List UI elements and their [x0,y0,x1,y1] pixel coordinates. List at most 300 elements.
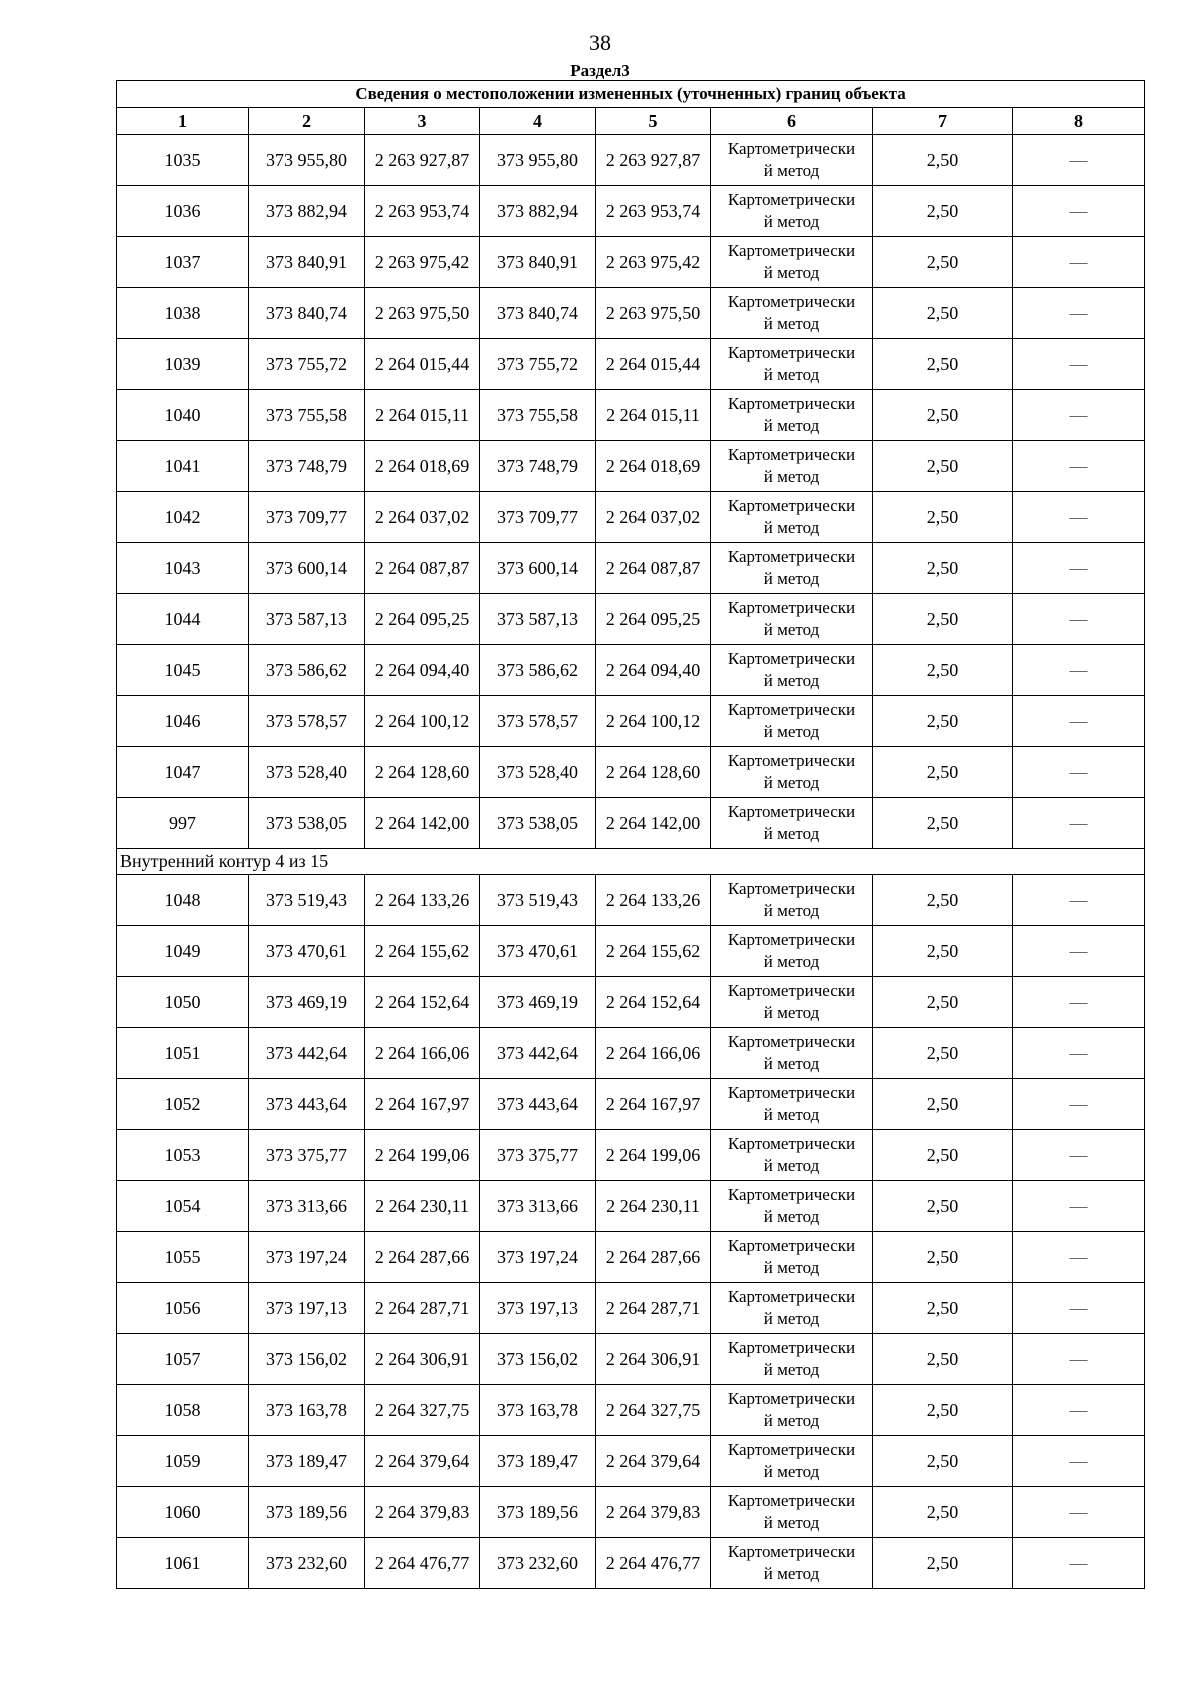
method-label-line2: й метод [763,569,820,588]
accuracy-cell: 2,50 [873,1028,1013,1079]
accuracy-cell: 2,50 [873,1181,1013,1232]
x-refined-cell: 373 313,66 [480,1181,596,1232]
method-label-line1: Картометрически [727,981,856,1000]
method-cell [711,1232,873,1283]
point-number-cell: 1047 [117,747,249,798]
x-existing-cell: 373 840,74 [249,288,365,339]
x-refined-cell: 373 528,40 [480,747,596,798]
method-cell [711,1079,873,1130]
y-refined-cell: 2 263 953,74 [596,186,711,237]
y-existing-cell: 2 264 015,44 [365,339,480,390]
method-label-line1: Картометрически [727,1440,856,1459]
point-number-cell: 1052 [117,1079,249,1130]
point-number-cell: 1054 [117,1181,249,1232]
column-number: 4 [480,108,596,135]
description-cell: — [1013,543,1145,594]
method-label-line1: Картометрически [727,1338,856,1357]
y-refined-cell: 2 263 927,87 [596,135,711,186]
x-existing-cell: 373 755,72 [249,339,365,390]
table-row [117,696,1145,747]
accuracy-cell: 2,50 [873,390,1013,441]
point-number-cell: 1049 [117,926,249,977]
method-label-line1: Картометрически [727,547,856,566]
x-existing-cell: 373 528,40 [249,747,365,798]
method-label-line2: й метод [763,1258,820,1277]
table-row [117,237,1145,288]
y-existing-cell: 2 264 015,11 [365,390,480,441]
method-label-line1: Картометрически [727,1185,856,1204]
x-refined-cell: 373 538,05 [480,798,596,849]
method-label-line1: Картометрически [727,1134,856,1153]
method-label-line2: й метод [763,365,820,384]
accuracy-cell: 2,50 [873,875,1013,926]
column-number: 6 [711,108,873,135]
y-existing-cell: 2 264 100,12 [365,696,480,747]
x-refined-cell: 373 442,64 [480,1028,596,1079]
x-existing-cell: 373 189,56 [249,1487,365,1538]
table-row [117,1232,1145,1283]
y-refined-cell: 2 264 199,06 [596,1130,711,1181]
method-label-line1: Картометрически [727,241,856,260]
point-number-cell: 1041 [117,441,249,492]
x-existing-cell: 373 748,79 [249,441,365,492]
x-existing-cell: 373 709,77 [249,492,365,543]
x-existing-cell: 373 586,62 [249,645,365,696]
x-refined-cell: 373 578,57 [480,696,596,747]
point-number-cell: 1046 [117,696,249,747]
point-number-cell: 1058 [117,1385,249,1436]
y-existing-cell: 2 263 927,87 [365,135,480,186]
y-existing-cell: 2 264 133,26 [365,875,480,926]
y-existing-cell: 2 263 975,50 [365,288,480,339]
table-row [117,186,1145,237]
method-label-line2: й метод [763,416,820,435]
x-refined-cell: 373 375,77 [480,1130,596,1181]
x-refined-cell: 373 840,91 [480,237,596,288]
table-row [117,926,1145,977]
method-cell [711,645,873,696]
y-existing-cell: 2 263 953,74 [365,186,480,237]
description-cell: — [1013,926,1145,977]
table-row [117,1283,1145,1334]
y-existing-cell: 2 264 166,06 [365,1028,480,1079]
x-existing-cell: 373 955,80 [249,135,365,186]
method-cell [711,237,873,288]
x-existing-cell: 373 755,58 [249,390,365,441]
x-refined-cell: 373 882,94 [480,186,596,237]
x-existing-cell: 373 232,60 [249,1538,365,1589]
method-label-line2: й метод [763,1564,820,1583]
x-refined-cell: 373 748,79 [480,441,596,492]
table-row [117,339,1145,390]
method-label-line1: Картометрически [727,1542,856,1561]
y-refined-cell: 2 264 379,64 [596,1436,711,1487]
point-number-cell: 997 [117,798,249,849]
accuracy-cell: 2,50 [873,798,1013,849]
method-label-line1: Картометрически [727,394,856,413]
y-existing-cell: 2 264 095,25 [365,594,480,645]
x-refined-cell: 373 955,80 [480,135,596,186]
x-refined-cell: 373 519,43 [480,875,596,926]
x-refined-cell: 373 586,62 [480,645,596,696]
method-label-line1: Картометрически [727,1389,856,1408]
y-refined-cell: 2 264 327,75 [596,1385,711,1436]
y-refined-cell: 2 264 167,97 [596,1079,711,1130]
y-existing-cell: 2 264 287,66 [365,1232,480,1283]
method-cell [711,1334,873,1385]
table-row [117,1079,1145,1130]
method-label-line2: й метод [763,671,820,690]
x-refined-cell: 373 232,60 [480,1538,596,1589]
y-refined-cell: 2 263 975,50 [596,288,711,339]
description-cell: — [1013,1283,1145,1334]
column-number: 7 [873,108,1013,135]
table-row [117,875,1145,926]
accuracy-cell: 2,50 [873,1334,1013,1385]
description-cell: — [1013,1130,1145,1181]
x-existing-cell: 373 189,47 [249,1436,365,1487]
method-label-line2: й метод [763,263,820,282]
method-cell [711,543,873,594]
y-refined-cell: 2 264 142,00 [596,798,711,849]
method-label-line1: Картометрически [727,1032,856,1051]
column-number: 5 [596,108,711,135]
x-refined-cell: 373 470,61 [480,926,596,977]
method-label-line2: й метод [763,161,820,180]
method-label-line2: й метод [763,824,820,843]
accuracy-cell: 2,50 [873,543,1013,594]
x-refined-cell: 373 600,14 [480,543,596,594]
x-existing-cell: 373 587,13 [249,594,365,645]
x-refined-cell: 373 755,58 [480,390,596,441]
table-row [117,1028,1145,1079]
accuracy-cell: 2,50 [873,1538,1013,1589]
method-label-line2: й метод [763,467,820,486]
method-label-line1: Картометрически [727,445,856,464]
method-cell [711,441,873,492]
method-label-line2: й метод [763,1003,820,1022]
table-row [117,798,1145,849]
y-existing-cell: 2 264 167,97 [365,1079,480,1130]
contour-label-row [117,849,1145,875]
description-cell: — [1013,1334,1145,1385]
column-number: 2 [249,108,365,135]
point-number-cell: 1042 [117,492,249,543]
x-existing-cell: 373 443,64 [249,1079,365,1130]
method-cell [711,1028,873,1079]
method-label-line2: й метод [763,722,820,741]
x-existing-cell: 373 156,02 [249,1334,365,1385]
description-cell: — [1013,1538,1145,1589]
accuracy-cell: 2,50 [873,1487,1013,1538]
method-label-line2: й метод [763,1462,820,1481]
x-refined-cell: 373 189,56 [480,1487,596,1538]
point-number-cell: 1061 [117,1538,249,1589]
description-cell: — [1013,390,1145,441]
point-number-cell: 1040 [117,390,249,441]
point-number-cell: 1051 [117,1028,249,1079]
method-label-line1: Картометрически [727,700,856,719]
description-cell: — [1013,339,1145,390]
description-cell: — [1013,696,1145,747]
method-label-line2: й метод [763,212,820,231]
table-row [117,441,1145,492]
description-cell: — [1013,492,1145,543]
y-existing-cell: 2 264 379,83 [365,1487,480,1538]
method-cell [711,926,873,977]
y-refined-cell: 2 263 975,42 [596,237,711,288]
description-cell: — [1013,977,1145,1028]
accuracy-cell: 2,50 [873,645,1013,696]
column-number-row [117,108,1145,135]
method-cell [711,798,873,849]
y-existing-cell: 2 264 199,06 [365,1130,480,1181]
method-cell [711,594,873,645]
y-existing-cell: 2 264 287,71 [365,1283,480,1334]
accuracy-cell: 2,50 [873,1130,1013,1181]
y-existing-cell: 2 264 306,91 [365,1334,480,1385]
method-label-line2: й метод [763,518,820,537]
method-cell [711,1181,873,1232]
y-refined-cell: 2 264 166,06 [596,1028,711,1079]
y-refined-cell: 2 264 476,77 [596,1538,711,1589]
y-refined-cell: 2 264 018,69 [596,441,711,492]
x-existing-cell: 373 442,64 [249,1028,365,1079]
accuracy-cell: 2,50 [873,492,1013,543]
point-number-cell: 1045 [117,645,249,696]
accuracy-cell: 2,50 [873,186,1013,237]
description-cell: — [1013,441,1145,492]
y-existing-cell: 2 264 087,87 [365,543,480,594]
x-refined-cell: 373 755,72 [480,339,596,390]
page-number: 38 [589,30,611,55]
description-cell: — [1013,594,1145,645]
point-number-cell: 1039 [117,339,249,390]
description-cell: — [1013,1487,1145,1538]
x-existing-cell: 373 538,05 [249,798,365,849]
accuracy-cell: 2,50 [873,1283,1013,1334]
x-refined-cell: 373 163,78 [480,1385,596,1436]
method-label-line2: й метод [763,1156,820,1175]
table-row [117,1538,1145,1589]
x-existing-cell: 373 600,14 [249,543,365,594]
column-number: 1 [117,108,249,135]
x-refined-cell: 373 156,02 [480,1334,596,1385]
method-label-line2: й метод [763,620,820,639]
method-label-line1: Картометрически [727,1083,856,1102]
column-number: 8 [1013,108,1145,135]
method-label-line2: й метод [763,773,820,792]
accuracy-cell: 2,50 [873,1079,1013,1130]
x-existing-cell: 373 578,57 [249,696,365,747]
point-number-cell: 1050 [117,977,249,1028]
y-refined-cell: 2 264 152,64 [596,977,711,1028]
y-refined-cell: 2 264 230,11 [596,1181,711,1232]
method-label-line1: Картометрически [727,802,856,821]
x-refined-cell: 373 587,13 [480,594,596,645]
x-existing-cell: 373 882,94 [249,186,365,237]
description-cell: — [1013,288,1145,339]
description-cell: — [1013,1181,1145,1232]
method-cell [711,1283,873,1334]
description-cell: — [1013,237,1145,288]
table-row [117,390,1145,441]
method-label-line1: Картометрически [727,751,856,770]
y-existing-cell: 2 264 327,75 [365,1385,480,1436]
x-refined-cell: 373 469,19 [480,977,596,1028]
method-label-line1: Картометрически [727,598,856,617]
description-cell: — [1013,1232,1145,1283]
table-row [117,977,1145,1028]
point-number-cell: 1048 [117,875,249,926]
column-number: 3 [365,108,480,135]
method-cell [711,339,873,390]
y-existing-cell: 2 264 128,60 [365,747,480,798]
method-cell [711,977,873,1028]
point-number-cell: 1044 [117,594,249,645]
method-cell [711,1436,873,1487]
y-existing-cell: 2 264 037,02 [365,492,480,543]
table-row [117,747,1145,798]
y-refined-cell: 2 264 379,83 [596,1487,711,1538]
table-row [117,135,1145,186]
method-label-line1: Картометрически [727,292,856,311]
method-label-line2: й метод [763,1207,820,1226]
y-existing-cell: 2 264 379,64 [365,1436,480,1487]
x-existing-cell: 373 375,77 [249,1130,365,1181]
x-existing-cell: 373 469,19 [249,977,365,1028]
description-cell: — [1013,1079,1145,1130]
y-existing-cell: 2 264 018,69 [365,441,480,492]
accuracy-cell: 2,50 [873,441,1013,492]
point-number-cell: 1035 [117,135,249,186]
method-label-line2: й метод [763,1360,820,1379]
method-cell [711,875,873,926]
accuracy-cell: 2,50 [873,747,1013,798]
method-cell [711,1385,873,1436]
method-label-line1: Картометрически [727,343,856,362]
y-existing-cell: 2 264 152,64 [365,977,480,1028]
x-refined-cell: 373 197,24 [480,1232,596,1283]
y-existing-cell: 2 263 975,42 [365,237,480,288]
method-cell [711,1487,873,1538]
method-cell [711,747,873,798]
method-cell [711,288,873,339]
table-row [117,288,1145,339]
point-number-cell: 1056 [117,1283,249,1334]
table-row [117,492,1145,543]
method-label-line2: й метод [763,314,820,333]
point-number-cell: 1057 [117,1334,249,1385]
method-label-line1: Картометрически [727,496,856,515]
x-existing-cell: 373 163,78 [249,1385,365,1436]
x-existing-cell: 373 313,66 [249,1181,365,1232]
x-existing-cell: 373 840,91 [249,237,365,288]
description-cell: — [1013,1436,1145,1487]
description-cell: — [1013,747,1145,798]
x-refined-cell: 373 189,47 [480,1436,596,1487]
y-refined-cell: 2 264 133,26 [596,875,711,926]
description-cell: — [1013,135,1145,186]
point-number-cell: 1043 [117,543,249,594]
y-refined-cell: 2 264 287,66 [596,1232,711,1283]
method-label-line2: й метод [763,1054,820,1073]
method-label-line1: Картометрически [727,1287,856,1306]
accuracy-cell: 2,50 [873,926,1013,977]
accuracy-cell: 2,50 [873,339,1013,390]
point-number-cell: 1037 [117,237,249,288]
x-existing-cell: 373 197,24 [249,1232,365,1283]
point-number-cell: 1036 [117,186,249,237]
accuracy-cell: 2,50 [873,1232,1013,1283]
y-refined-cell: 2 264 015,11 [596,390,711,441]
description-cell: — [1013,798,1145,849]
method-label-line1: Картометрически [727,930,856,949]
table-row [117,645,1145,696]
accuracy-cell: 2,50 [873,135,1013,186]
accuracy-cell: 2,50 [873,977,1013,1028]
method-label-line1: Картометрически [727,1491,856,1510]
description-cell: — [1013,645,1145,696]
description-cell: — [1013,1385,1145,1436]
table-caption: Сведения о местоположении измененных (уточненных) границ объекта [117,81,1145,108]
method-label-line1: Картометрически [727,649,856,668]
y-existing-cell: 2 264 476,77 [365,1538,480,1589]
method-label-line2: й метод [763,1105,820,1124]
accuracy-cell: 2,50 [873,288,1013,339]
x-existing-cell: 373 197,13 [249,1283,365,1334]
x-refined-cell: 373 197,13 [480,1283,596,1334]
accuracy-cell: 2,50 [873,594,1013,645]
method-cell [711,1130,873,1181]
table-row [117,1181,1145,1232]
x-refined-cell: 373 709,77 [480,492,596,543]
section-title: Раздел3 [570,61,630,80]
method-label-line1: Картометрически [727,190,856,209]
point-number-cell: 1053 [117,1130,249,1181]
description-cell: — [1013,1028,1145,1079]
y-existing-cell: 2 264 094,40 [365,645,480,696]
y-refined-cell: 2 264 095,25 [596,594,711,645]
method-cell [711,390,873,441]
x-existing-cell: 373 470,61 [249,926,365,977]
table-row [117,1487,1145,1538]
table-row [117,1130,1145,1181]
y-refined-cell: 2 264 155,62 [596,926,711,977]
method-label-line1: Картометрически [727,879,856,898]
method-label-line1: Картометрически [727,139,856,158]
y-refined-cell: 2 264 306,91 [596,1334,711,1385]
method-label-line2: й метод [763,901,820,920]
accuracy-cell: 2,50 [873,1436,1013,1487]
point-number-cell: 1055 [117,1232,249,1283]
table-row [117,1385,1145,1436]
method-label-line2: й метод [763,952,820,971]
point-number-cell: 1038 [117,288,249,339]
method-label-line2: й метод [763,1513,820,1532]
x-existing-cell: 373 519,43 [249,875,365,926]
description-cell: — [1013,875,1145,926]
method-label-line1: Картометрически [727,1236,856,1255]
y-refined-cell: 2 264 087,87 [596,543,711,594]
method-cell [711,492,873,543]
accuracy-cell: 2,50 [873,696,1013,747]
table-row [117,594,1145,645]
y-refined-cell: 2 264 100,12 [596,696,711,747]
table-row [117,1334,1145,1385]
y-existing-cell: 2 264 155,62 [365,926,480,977]
y-refined-cell: 2 264 287,71 [596,1283,711,1334]
